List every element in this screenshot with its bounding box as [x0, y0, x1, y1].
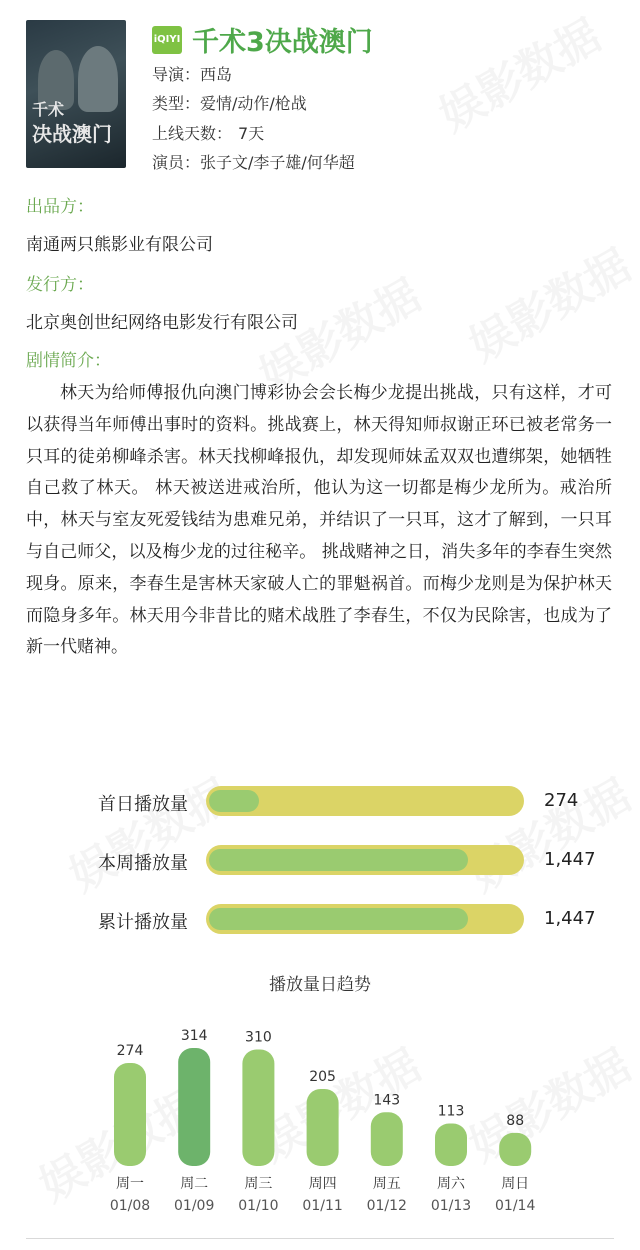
movie-poster: [26, 20, 126, 168]
iqiyi-icon: iQIYI: [152, 26, 182, 54]
play-bar-track: [206, 845, 524, 875]
trend-value-label: 310: [245, 1029, 272, 1046]
watermark: [456, 230, 640, 373]
producer-value: 南通两只熊影业有限公司: [26, 235, 213, 255]
trend-value-label: 143: [373, 1092, 401, 1109]
play-bar-fill: [209, 849, 468, 871]
meta-label: 上线天数：: [152, 124, 233, 143]
meta-label: 导演：: [152, 65, 201, 84]
trend-date-label: 01/13: [430, 1198, 472, 1214]
synopsis-text: 林天为给师傅报仇向澳门博彩协会会长梅少龙提出挑战，只有这样，才可以获得当年师傅出事时的资料。挑战赛上，林天得知师叔谢正环已被老常务一只耳的徒弟柳峰杀害。林天找柳峰报仇，却发现师妹孟双双也遭绑架，她牺牲自己救了林天。 林天被送进戒治所，他认为这一切都是梅少龙所为。戒治所中，林天与室友死爱钱结为患难兄弟，并结识了一只耳，这才了解到，一只耳与自己师父，以及梅少龙的过往秘辛。 挑战赌神之日，消失多年的李春生突然现身。原来，李春生是害林天家破人亡的罪魁祸首。而梅少龙则是为保护林天而隐身多年。林天用今非昔比的赌术战胜了李春生，不仅为民除害，也成为了新一代赌神。: [26, 383, 612, 658]
meta-director: [152, 62, 232, 85]
trend-day-label: 周日: [501, 1176, 530, 1192]
meta-value: 西岛: [200, 65, 233, 84]
trend-bar: [371, 1112, 403, 1166]
meta-value: 爱情/动作/枪战: [200, 94, 307, 113]
meta-value: 张子文/李子雄/何华超: [200, 153, 355, 172]
distributor-label: 发行方：: [26, 275, 94, 295]
trend-bar: [114, 1063, 146, 1166]
trend-value-label: 274: [116, 1043, 144, 1060]
trend-day-label: 周二: [180, 1176, 209, 1192]
trend-bar: [499, 1133, 531, 1166]
divider: [26, 1238, 614, 1239]
trend-date-label: 01/11: [302, 1198, 343, 1214]
chart-title: 播放量日趋势: [269, 975, 371, 995]
daily-trend-chart: [0, 1010, 640, 1220]
trend-day-label: 周三: [244, 1176, 273, 1192]
poster-title-line: 决战澳门: [32, 122, 112, 146]
poster-title: [32, 98, 112, 146]
meta-genre: [152, 91, 307, 114]
play-row-cumulative: [0, 902, 640, 936]
play-bar-track: [206, 786, 524, 816]
trend-day-label: 周一: [116, 1176, 144, 1192]
watermark: [56, 760, 240, 903]
meta-days-online: [152, 121, 264, 144]
trend-day-label: 周四: [308, 1176, 337, 1192]
trend-date-label: 01/12: [366, 1198, 407, 1214]
play-row-this-week: [0, 843, 640, 877]
trend-day-label: 周五: [372, 1176, 401, 1192]
play-value: 274: [544, 790, 579, 811]
trend-value-label: 88: [506, 1112, 525, 1129]
trend-date-label: 01/10: [238, 1198, 279, 1214]
trend-date-label: 01/09: [174, 1198, 215, 1214]
play-label: 首日播放量: [98, 794, 188, 815]
trend-value-label: 113: [437, 1103, 465, 1120]
synopsis-label: 剧情简介：: [26, 351, 111, 371]
trend-day-label: 周六: [437, 1176, 465, 1192]
trend-bar: [178, 1048, 210, 1166]
watermark: [456, 760, 640, 903]
watermark: [426, 0, 610, 143]
trend-date-label: 01/08: [109, 1198, 151, 1214]
producer-label: 出品方：: [26, 197, 94, 217]
play-value: 1,447: [544, 908, 596, 929]
meta-cast: [152, 150, 355, 173]
play-label: 本周播放量: [98, 853, 188, 874]
trend-bar: [435, 1124, 467, 1166]
play-label: 累计播放量: [98, 912, 188, 933]
play-bar-track: [206, 904, 524, 934]
movie-title: 千术3决战澳门: [192, 27, 373, 58]
trend-bar: [307, 1089, 339, 1166]
play-row-first-day: [0, 784, 640, 818]
trend-date-label: 01/14: [495, 1198, 536, 1214]
movie-header: [152, 20, 373, 59]
play-bar-fill: [209, 908, 468, 930]
meta-value: 7天: [238, 124, 265, 143]
meta-label: 类型：: [152, 94, 201, 113]
play-value: 1,447: [544, 849, 596, 870]
poster-title-line: 千术: [32, 100, 65, 119]
play-bar-fill: [209, 790, 259, 812]
trend-bar: [242, 1050, 274, 1166]
distributor-value: 北京奥创世纪网络电影发行有限公司: [26, 313, 298, 333]
trend-value-label: 314: [180, 1028, 208, 1044]
meta-label: 演员：: [152, 153, 201, 172]
trend-value-label: 205: [309, 1068, 336, 1085]
